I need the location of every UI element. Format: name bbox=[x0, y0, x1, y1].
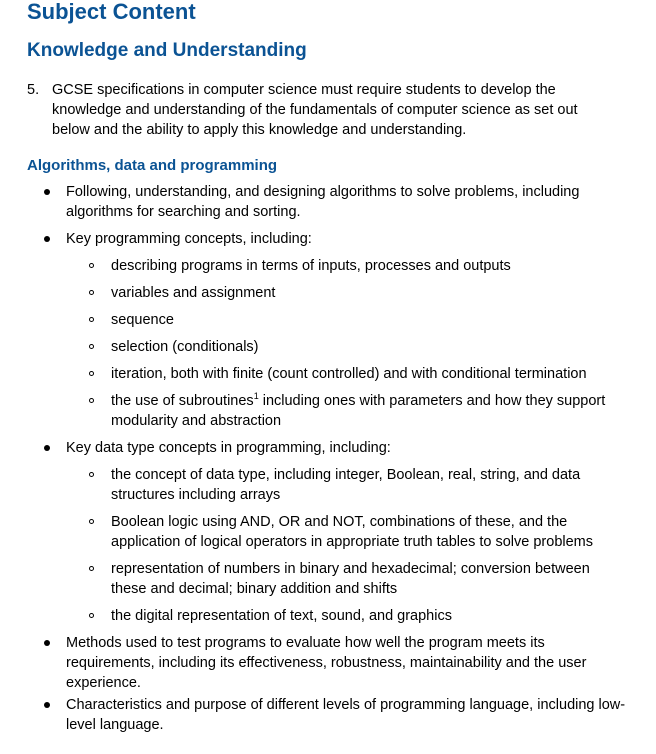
sub-list-item-text-cont: including ones with parameters and how they support modularity and abstraction bbox=[111, 393, 606, 429]
list-item bbox=[0, 633, 626, 693]
sub-list-item-text: selection (conditionals) bbox=[111, 339, 259, 355]
sub-list-item-text: representation of numbers in binary and hexadecimal; conversion between these and decimal; binary addition and shifts bbox=[111, 561, 590, 597]
numbered-paragraph bbox=[27, 80, 627, 140]
list-item-text: Characteristics and purpose of different levels of programming language, including low-level language. bbox=[66, 697, 626, 733]
sub-list-item bbox=[0, 256, 621, 276]
hollow-bullet-icon bbox=[89, 371, 94, 376]
list-item-text: Key data type concepts in programming, including: bbox=[66, 440, 391, 456]
sub-list-item-text: the use of subroutines bbox=[111, 393, 254, 409]
sub-list-item bbox=[0, 283, 621, 303]
sub-list-item bbox=[0, 364, 621, 384]
sub-list-item bbox=[0, 465, 621, 505]
hollow-bullet-icon bbox=[89, 317, 94, 322]
hollow-bullet-icon bbox=[89, 263, 94, 268]
sub-list-item-text: sequence bbox=[111, 312, 174, 328]
sub-list-item-text: Boolean logic using AND, OR and NOT, combinations of these, and the application of logical operators in appropriate truth tables to solve problems bbox=[111, 514, 593, 550]
section-heading: Knowledge and Understanding bbox=[27, 40, 307, 61]
sub-list-item bbox=[0, 337, 621, 357]
hollow-bullet-icon bbox=[89, 519, 94, 524]
footnote-marker: 1 bbox=[253, 391, 259, 402]
bullet-icon bbox=[44, 702, 50, 708]
sub-list-item-text: describing programs in terms of inputs, processes and outputs bbox=[111, 258, 511, 274]
paragraph-text: GCSE specifications in computer science must require students to develop the knowledge and understanding of the fundamentals of computer science as set out below and the ability to apply this knowledge and understanding. bbox=[52, 82, 578, 138]
hollow-bullet-icon bbox=[89, 566, 94, 571]
hollow-bullet-icon bbox=[89, 472, 94, 477]
list-item-text: Methods used to test programs to evaluate how well the program meets its requirements, including its effectiveness, robustness, maintainability and the user experience. bbox=[66, 635, 587, 691]
bullet-icon bbox=[44, 640, 50, 646]
sub-list-item bbox=[0, 391, 621, 431]
sub-list-item-text: iteration, both with finite (count controlled) and with conditional termination bbox=[111, 366, 587, 382]
page-title: Subject Content bbox=[27, 0, 196, 24]
sub-list-item bbox=[0, 606, 621, 626]
bullet-icon bbox=[44, 445, 50, 451]
list-item bbox=[0, 182, 626, 222]
list-item-text: Key programming concepts, including: bbox=[66, 231, 312, 247]
subsection-title: Algorithms, data and programming bbox=[27, 157, 278, 174]
sub-list-item-text: variables and assignment bbox=[111, 285, 276, 301]
list-item bbox=[0, 695, 626, 735]
list-item bbox=[0, 438, 626, 458]
bullet-icon bbox=[44, 189, 50, 195]
list-item bbox=[0, 229, 626, 249]
hollow-bullet-icon bbox=[89, 344, 94, 349]
sub-list-item bbox=[0, 559, 621, 599]
hollow-bullet-icon bbox=[89, 290, 94, 295]
hollow-bullet-icon bbox=[89, 398, 94, 403]
paragraph-number: 5. bbox=[27, 82, 40, 98]
sub-list-item-text: the concept of data type, including integer, Boolean, real, string, and data structures including arrays bbox=[111, 467, 581, 503]
list-item-text: Following, understanding, and designing algorithms to solve problems, including algorithms for searching and sorting. bbox=[66, 184, 580, 220]
bullet-icon bbox=[44, 236, 50, 242]
sub-list-item bbox=[0, 310, 621, 330]
hollow-bullet-icon bbox=[89, 613, 94, 618]
content-list bbox=[0, 182, 656, 735]
sub-list-item-text: the digital representation of text, sound, and graphics bbox=[111, 608, 452, 624]
sub-list-item bbox=[0, 512, 621, 552]
